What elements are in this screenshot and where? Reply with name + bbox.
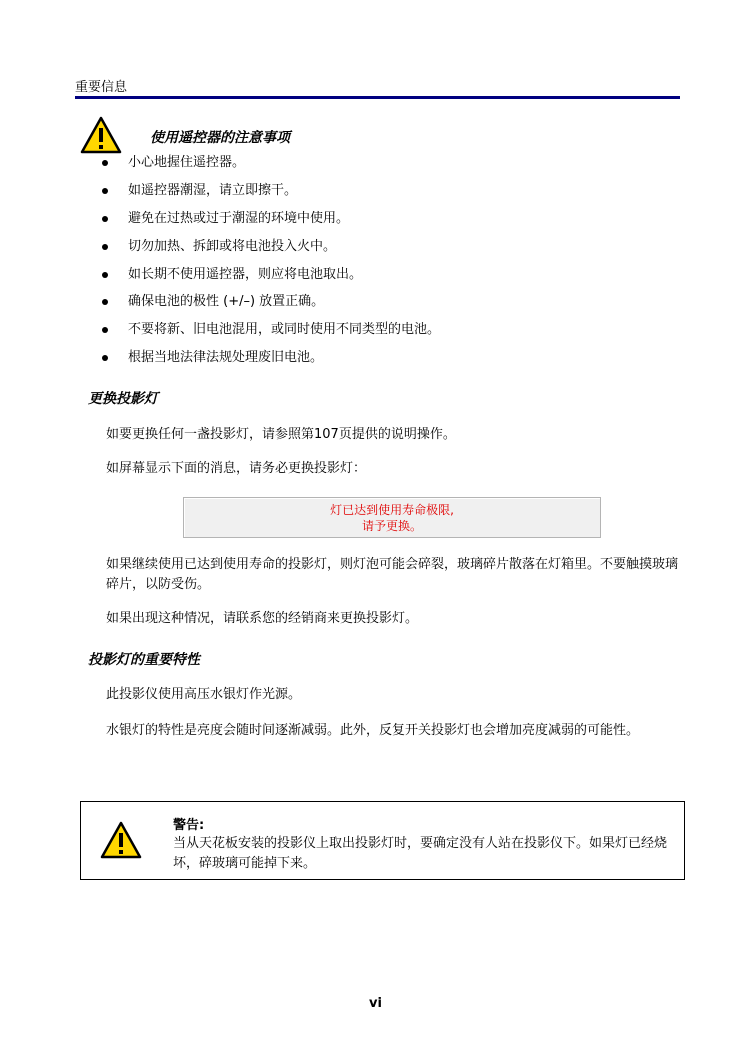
bullet-icon [102,160,108,166]
lamp-replace-para4: 如果出现这种情况，请联系您的经销商来更换投影灯。 [106,611,419,626]
list-item: 如遥控器潮湿，请立即擦干。 [100,181,680,209]
bullet-icon [102,299,108,305]
list-item: 如长期不使用遥控器，则应将电池取出。 [100,265,680,293]
message-line2: 请予更换。 [361,519,422,533]
lamp-characteristics-title: 投影灯的重要特性 [88,652,200,668]
list-item: 避免在过热或过于潮湿的环境中使用。 [100,209,680,237]
lamp-replace-para3: 如果继续使用已达到使用寿命的投影灯，则灯泡可能会碎裂，玻璃碎片散落在灯箱里。不要触摸玻璃碎片，以防受伤。 [106,557,679,592]
remote-section-title: 使用遥控器的注意事项 [150,130,290,146]
list-item: 确保电池的极性 (+/–) 放置正确。 [100,292,680,320]
message-line1: 灯已达到使用寿命极限, [330,503,454,517]
bullet-icon [102,216,108,222]
remote-precautions-list [100,153,680,376]
lamp-end-of-life-message [183,497,601,538]
warning-triangle-icon [80,116,122,154]
bullet-icon [102,244,108,250]
lamp-replace-para2: 如屏幕显示下面的消息，请务必更换投影灯： [106,461,367,476]
list-item: 根据当地法律法规处理废旧电池。 [100,348,680,376]
page-header-title: 重要信息 [75,80,128,95]
bullet-icon [102,355,108,361]
list-item: 小心地握住遥控器。 [100,153,680,181]
lamp-characteristics-para2: 水银灯的特性是亮度会随时间逐渐减弱。此外，反复开关投影灯也会增加亮度减弱的可能性。 [106,723,640,738]
list-item: 不要将新、旧电池混用，或同时使用不同类型的电池。 [100,320,680,348]
warning-title: 警告: [173,818,205,833]
lamp-replace-para1: 如要更换任何一盏投影灯，请参照第107页提供的说明操作。 [106,427,456,442]
warning-triangle-icon [100,821,142,859]
page-number: vi [369,996,382,1011]
bullet-icon [102,272,108,278]
lamp-characteristics-para1: 此投影仪使用高压水银灯作光源。 [106,687,302,702]
header-rule [75,96,680,99]
bullet-icon [102,327,108,333]
list-item: 切勿加热、拆卸或将电池投入火中。 [100,237,680,265]
bullet-icon [102,188,108,194]
lamp-replace-title: 更换投影灯 [88,391,158,407]
warning-body: 当从天花板安装的投影仪上取出投影灯时，要确定没有人站在投影仪下。如果灯已经烧坏，碎玻璃可能掉下来。 [173,836,668,871]
